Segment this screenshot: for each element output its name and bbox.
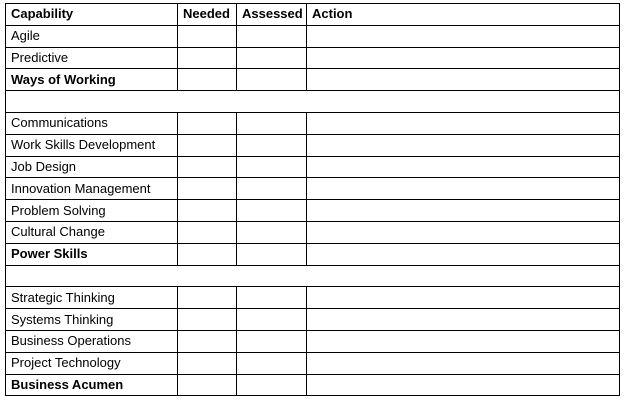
table-row xyxy=(6,243,620,265)
table-row xyxy=(6,221,620,243)
assessed-cell[interactable] xyxy=(237,374,307,396)
table-row xyxy=(6,352,620,374)
action-cell[interactable] xyxy=(307,352,620,374)
capability-cell: Problem Solving xyxy=(6,200,178,222)
needed-cell[interactable] xyxy=(178,156,237,178)
assessed-cell[interactable] xyxy=(237,200,307,222)
table-row xyxy=(6,309,620,331)
needed-cell[interactable] xyxy=(178,25,237,47)
action-cell[interactable] xyxy=(307,309,620,331)
needed-cell[interactable] xyxy=(178,309,237,331)
category-cell: Power Skills xyxy=(6,243,178,265)
action-cell[interactable] xyxy=(307,25,620,47)
needed-cell[interactable] xyxy=(178,374,237,396)
table-row xyxy=(6,330,620,352)
assessed-cell[interactable] xyxy=(237,221,307,243)
action-cell[interactable] xyxy=(307,374,620,396)
action-cell[interactable] xyxy=(307,221,620,243)
needed-cell[interactable] xyxy=(178,352,237,374)
table-row xyxy=(6,112,620,134)
assessed-cell[interactable] xyxy=(237,330,307,352)
action-cell[interactable] xyxy=(307,47,620,69)
assessed-cell[interactable] xyxy=(237,309,307,331)
category-cell: Business Acumen xyxy=(6,374,178,396)
needed-cell[interactable] xyxy=(178,287,237,309)
action-cell[interactable] xyxy=(307,243,620,265)
capability-table xyxy=(5,3,620,396)
spacer-cell xyxy=(6,91,620,113)
needed-cell[interactable] xyxy=(178,47,237,69)
action-cell[interactable] xyxy=(307,200,620,222)
needed-cell[interactable] xyxy=(178,221,237,243)
table-row xyxy=(6,25,620,47)
capability-cell: Strategic Thinking xyxy=(6,287,178,309)
assessed-cell[interactable] xyxy=(237,287,307,309)
assessed-cell[interactable] xyxy=(237,156,307,178)
spacer-row xyxy=(6,91,620,113)
table-row xyxy=(6,200,620,222)
capability-cell: Agile xyxy=(6,25,178,47)
action-cell[interactable] xyxy=(307,178,620,200)
assessed-cell[interactable] xyxy=(237,69,307,91)
assessed-cell[interactable] xyxy=(237,47,307,69)
spacer-row xyxy=(6,265,620,287)
needed-cell[interactable] xyxy=(178,134,237,156)
action-cell[interactable] xyxy=(307,287,620,309)
table-row xyxy=(6,134,620,156)
capability-cell: Business Operations xyxy=(6,330,178,352)
header-action: Action xyxy=(307,4,620,26)
assessed-cell[interactable] xyxy=(237,178,307,200)
assessed-cell[interactable] xyxy=(237,112,307,134)
header-row xyxy=(6,4,620,26)
needed-cell[interactable] xyxy=(178,330,237,352)
header-capability: Capability xyxy=(6,4,178,26)
capability-cell: Communications xyxy=(6,112,178,134)
action-cell[interactable] xyxy=(307,330,620,352)
needed-cell[interactable] xyxy=(178,69,237,91)
capability-cell: Project Technology xyxy=(6,352,178,374)
needed-cell[interactable] xyxy=(178,200,237,222)
assessed-cell[interactable] xyxy=(237,243,307,265)
spacer-cell xyxy=(6,265,620,287)
table-row xyxy=(6,178,620,200)
action-cell[interactable] xyxy=(307,112,620,134)
capability-table-container xyxy=(5,3,620,396)
action-cell[interactable] xyxy=(307,156,620,178)
header-assessed: Assessed xyxy=(237,4,307,26)
table-row xyxy=(6,156,620,178)
needed-cell[interactable] xyxy=(178,243,237,265)
header-needed: Needed xyxy=(178,4,237,26)
capability-cell: Job Design xyxy=(6,156,178,178)
action-cell[interactable] xyxy=(307,134,620,156)
capability-cell: Innovation Management xyxy=(6,178,178,200)
category-cell: Ways of Working xyxy=(6,69,178,91)
capability-cell: Work Skills Development xyxy=(6,134,178,156)
table-row xyxy=(6,47,620,69)
assessed-cell[interactable] xyxy=(237,134,307,156)
table-row xyxy=(6,287,620,309)
capability-cell: Systems Thinking xyxy=(6,309,178,331)
capability-cell: Predictive xyxy=(6,47,178,69)
needed-cell[interactable] xyxy=(178,178,237,200)
capability-cell: Cultural Change xyxy=(6,221,178,243)
needed-cell[interactable] xyxy=(178,112,237,134)
table-row xyxy=(6,69,620,91)
action-cell[interactable] xyxy=(307,69,620,91)
assessed-cell[interactable] xyxy=(237,352,307,374)
table-row xyxy=(6,374,620,396)
assessed-cell[interactable] xyxy=(237,25,307,47)
